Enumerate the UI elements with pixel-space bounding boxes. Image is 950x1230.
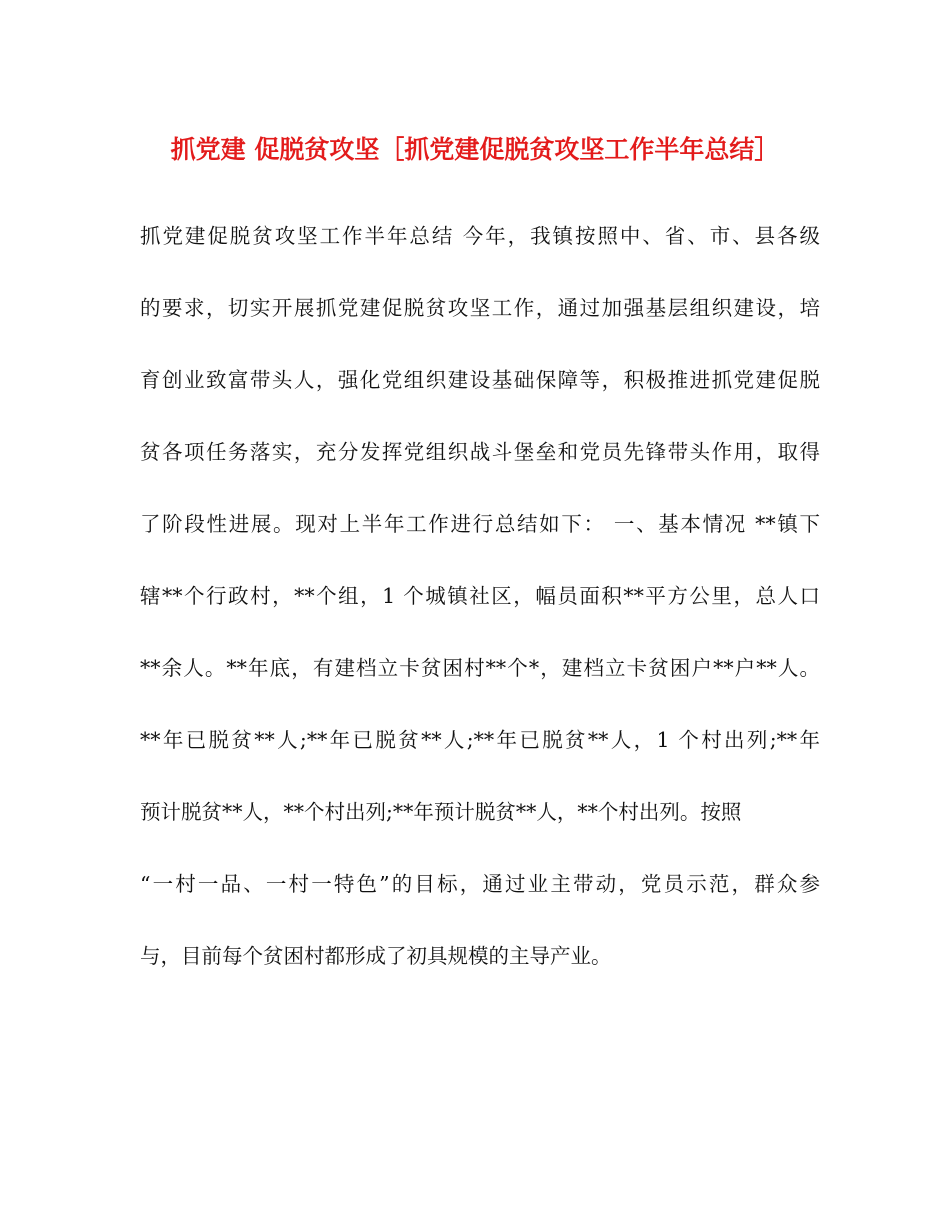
- body-line: 辖**个行政村，**个组，1 个城镇社区，幅员面积**平方公里，总人口: [140, 584, 820, 608]
- body-line: 抓党建促脱贫攻坚工作半年总结 今年，我镇按照中、省、市、县各级: [140, 224, 820, 248]
- body-line: 预计脱贫**人，**个村出列;**年预计脱贫**人，**个村出列。按照: [140, 800, 742, 824]
- body-line: 与，目前每个贫困村都形成了初具规模的主导产业。: [140, 944, 612, 968]
- body-line: 了阶段性进展。现对上半年工作进行总结如下： 一、基本情况 **镇下: [140, 512, 820, 536]
- body-line: “一村一品、一村一特色”的目标，通过业主带动，党员示范，群众参: [140, 872, 820, 896]
- body-line: **年已脱贫**人;**年已脱贫**人;**年已脱贫**人，1 个村出列;**年: [140, 728, 820, 752]
- body-line: 的要求，切实开展抓党建促脱贫攻坚工作，通过加强基层组织建设，培: [140, 296, 820, 320]
- body-line: **余人。**年底，有建档立卡贫困村**个*，建档立卡贫困户**户**人。: [140, 656, 820, 680]
- document-body: [140, 214, 820, 1006]
- body-line: 贫各项任务落实，充分发挥党组织战斗堡垒和党员先锋带头作用，取得: [140, 440, 820, 464]
- body-line: 育创业致富带头人，强化党组织建设基础保障等，积极推进抓党建促脱: [140, 368, 820, 392]
- document-title: 抓党建 促脱贫攻坚［抓党建促脱贫攻坚工作半年总结］: [170, 135, 780, 164]
